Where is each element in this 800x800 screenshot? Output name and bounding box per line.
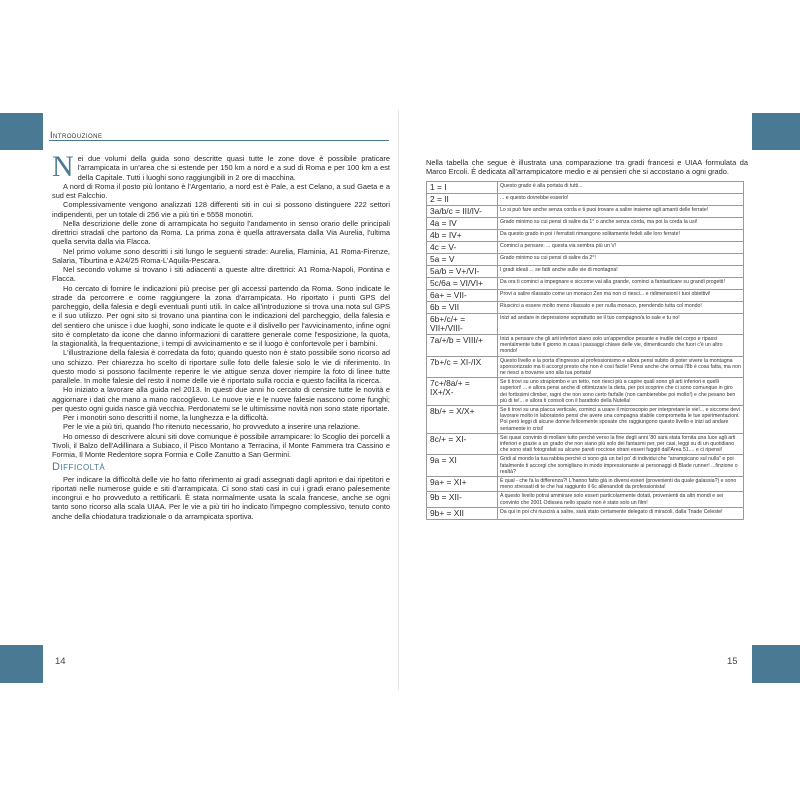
page-number-left: 14	[55, 656, 66, 667]
grade-cell: 6b+/c/+ = VII+/VIII-	[427, 314, 498, 335]
grade-cell: 4c = V-	[427, 242, 498, 254]
grade-cell: 3a/b/c = III/IV-	[427, 206, 498, 218]
paragraph: Per le vie a più tiri, quando l'ho ritenuto necessario, ho provveduto a inserire una relazione.	[63, 422, 361, 432]
table-row	[427, 455, 744, 477]
table-row	[427, 218, 744, 230]
accent-tab-top-right	[752, 113, 800, 150]
table-row	[427, 278, 744, 290]
page-number-right: 15	[727, 656, 738, 667]
grade-cell: 5c/6a = VI/VI+	[427, 278, 498, 290]
grade-cell: 5a = V	[427, 254, 498, 266]
paragraph: L'illustrazione della falesia è corredata da foto; quando questo non è stato possibile sono ricorso ad uno schizzo. Per chiarezza ho scelto di riportare sulle foto delle falesie solo le vie di riferimento. In questo modo si possono facilmente reperire le vie attigue senza dover riempire la foto di linee tutte parallele. In molte falesie del resto il nome delle vie è riportato sulla roccia e questo facilita la ricerca.	[52, 348, 390, 385]
table-row	[427, 182, 744, 194]
table-row	[427, 477, 744, 492]
description-cell: A questo livello potrai ammirare solo esseri particolarmente dotati, provenienti da altri mondi e sei convinto che 2001 Odissea nello spazio non è stato solo un film!	[498, 492, 744, 507]
table-row	[427, 206, 744, 218]
grade-cell: 7c+/8a/+ = IX+/X-	[427, 378, 498, 406]
paragraph: Per i monotiri sono descritti il nome, la lunghezza e la difficoltà.	[63, 413, 269, 422]
book-spine	[398, 110, 399, 690]
accent-tab-bottom-left	[0, 645, 43, 683]
description-cell: Grado minimo su cui pensi di salire da 1° o anche senza corda, ma poi la corda la usi!	[498, 218, 744, 230]
grade-cell: 6b = VII	[427, 302, 498, 314]
description-cell: Se ti trovi su uno strapiombo e un tetto, non riesci più a capire quali sono gli arti inferiori e quelli superiori! ... e allora pensi anche di ottimizzare la dieta, per poi scoprire che ci sono comunque in giro dei fortissimi climber, ragni che non sono certo farfalle (non cambierebbe poi molto!) e che pesano ben più di te!... e allora ti consoli con il barattolo della Nutella!	[498, 378, 744, 406]
grade-comparison-table	[426, 181, 744, 520]
table-row	[427, 433, 744, 455]
left-page-body	[52, 150, 390, 521]
grade-cell: 8b/+ = X/X+	[427, 406, 498, 434]
table-row	[427, 378, 744, 406]
grade-cell: 9b+ = XII	[427, 507, 498, 519]
paragraph: Ho omesso di descrivere alcuni siti dove comunque è possibile arrampicare: lo Scoglio dei porcelli a Tivoli, il Balzo dell'Adillinara a Subiaco, il Pisco Montano a Terracina, il Monte Fammera tra Cassino e Formia, Il Monte Redentore sopra Formia e Colle Zanutto a San Germini.	[52, 431, 390, 459]
description-cell: Da qui in poi chi riuscirà a salire, sarà stato certamente delegato di miracoli, dalla Triade Celeste!	[498, 507, 744, 519]
table-row	[427, 302, 744, 314]
description-cell: Da questo grado in poi i ferratisti rimangono solitamente fedeli alle loro ferrate!	[498, 230, 744, 242]
paragraph: Ho cercato di fornire le indicazioni più precise per gli accessi partendo da Roma. Sono indicate le strade da percorrere e come raggiungere la zona d'arrampicata. Ho riportato i punti GPS del parcheggio, della falesia e degli eventuali punti utili. In calce all'introduzione si trova una nota sul GPS e il suo utilizzo. Per ogni sito si trovano una piantina con le indicazioni del parcheggio, della falesia e del sentiero che unisce i due luoghi, sono indicate le quote e il dislivello per l'avvicinamento, infine ogni sito è completato da icone che danno informazioni di carattere generale come l'esposizione, la quota, la stagionalità, la frequentazione, i tempi di avvicinamento e se il luogo è confortevole per i bambini.	[52, 283, 390, 348]
table-row	[427, 335, 744, 357]
grade-cell: 7a/+/b = VIII/+	[427, 335, 498, 357]
description-cell: Questo grado è alla portata di tutti...	[498, 182, 744, 194]
grade-cell: 8c/+ = XI-	[427, 433, 498, 455]
description-cell: Lo si può fare anche senza corda e ti puoi trovare a salire insieme agli amanti delle ferrate!	[498, 206, 744, 218]
grade-cell: 6a+ = VII-	[427, 290, 498, 302]
accent-tab-top-left	[0, 113, 43, 150]
description-cell: ... e questo dovrebbe esserlo!	[498, 194, 744, 206]
table-row	[427, 194, 744, 206]
drop-cap: N	[52, 150, 74, 183]
table-intro-paragraph: Nella tabella che segue è illustrata una comparazione tra gradi francesi e UIAA formulata da Marco Ercoli. È dedicata all'arrampicatore medio e ai pensieri che si accostano a ogni grado.	[426, 158, 748, 177]
paragraph: Complessivamente vengono analizzati 128 differenti siti in cui si possono distinguere 222 settori indipendenti, per un totale di 256 vie a più tiri e 5558 monotiri.	[52, 200, 390, 219]
description-cell: Provi a salire rilassato come un monaco Zen ma non ci riesci... e ridimensioni i tuoi obiettivi!	[498, 290, 744, 302]
intro-paragraph	[52, 150, 390, 183]
page-header-title: Introduzione	[50, 130, 103, 140]
table-row	[427, 356, 744, 378]
grade-cell: 7b+/c = XI-/IX	[427, 356, 498, 378]
paragraph: A nord di Roma il posto più lontano è l'Argentario, a nord est è Pale, a est Celano, a sud Gaeta e a sud est Falcchio.	[52, 181, 390, 200]
table-row	[427, 254, 744, 266]
table-row	[427, 507, 744, 519]
table-row	[427, 242, 744, 254]
description-cell: Inizi ad andare in depressione soprattutto se il tuo compagno/a lo sale e tu no!	[498, 314, 744, 335]
description-cell: Grado minimo su cui pensi di salire da 2°!	[498, 254, 744, 266]
grade-cell: 4a = IV	[427, 218, 498, 230]
description-cell: Gridi al mondo la tua rabbia perché ci sono già un bel po' di individui che "arrampicano sul nulla" e poi fatalmente ti accorgi che somigliano in modo impressionante ai personaggi di Blade runner! ...finzione o realtà?	[498, 455, 744, 477]
description-cell: Inizi a pensare che gli arti inferiori siano solo un'appendice pesante e inutile del corpo e ripassi mentalmente tutte il giorno in casa i passaggi chiave delle vie, dimenticando che fuori c'è un altro mondo!	[498, 335, 744, 357]
table-row	[427, 492, 744, 507]
grade-cell: 5a/b = V+/VI-	[427, 266, 498, 278]
description-cell: Da ora ti cominci a impegnare e siccome vai alla grande, cominci a fantasticare su grandi progetti!	[498, 278, 744, 290]
grade-cell: 1 = I	[427, 182, 498, 194]
grade-cell: 9a+ = XI+	[427, 477, 498, 492]
description-cell: Sei quasi convinto di mollare tutto perché verso la fine degli anni '80 sarà stata fornita una luce agli arti inferiori e grazie a un grado che non siano più solo dei fantasmi per, per casi, leggi su di un quotidiano che sono stati fotografati su alcune pareti rocciose strani esseri fuggiti dall'Area 51.... e ci ripensi!	[498, 433, 744, 455]
table-row	[427, 230, 744, 242]
description-cell: È qual - che fa la differenza?! L'hanno fatto già in diversi esseri (provenienti da quale galassia?) e sono meno stressati di te che hai raggiunto il 6c allenandoti da professionista!	[498, 477, 744, 492]
paragraph: Nel primo volume sono descritti i siti lungo le seguenti strade: Aurelia, Flaminia, A1 Roma-Firenze, Salaria, Tiburtina e A24/25 Roma-L'Aquila-Pescara.	[52, 246, 390, 265]
paragraph: Nella descrizione delle zone di arrampicata ho seguito l'andamento in senso orario delle principali direttrici stradali che partono da Roma. La prima zona è quella attraversata dalla Via Aurelia, l'ultima quella servita dalla via Flacca.	[52, 218, 390, 247]
description-cell: Riuscirci a essere molto meno rilassato e per nulla monaco, prendendo tutta col mondo!	[498, 302, 744, 314]
table-row	[427, 314, 744, 335]
table-row	[427, 290, 744, 302]
grade-cell: 2 = II	[427, 194, 498, 206]
section-heading-difficolta: Difficoltà	[52, 461, 106, 474]
paragraph: Nel secondo volume si trovano i siti adiacenti a queste altre direttrici: A1 Roma-Napoli, Pontina e Flacca.	[52, 265, 390, 284]
table-row	[427, 406, 744, 434]
paragraph: Ho iniziato a lavorare alla guida nel 2013. In questi due anni ho cercato di censire tutte le novità e aggiornare i dati che mano a mano raccoglievo. Le nuove vie e le nuove falesie nascono come funghi; per questo ogni guida nasce già vecchia. Perdonatemi se le ultimissime novità non sono state riportate.	[52, 385, 390, 413]
description-cell: Questo livello e la porta d'ingresso al professionismo e allora pensi subito di poter vivere la montagna sponsorizzato ma ti accorgi presto che non è così facile! Pensi anche che ormai l'8b è cosa fatta, ma non ne riesci a trovarne uno alla tua portata!	[498, 356, 744, 378]
description-cell: Se ti trovi su una placca verticale, cominci a usare il microscopio per interpretare le vie!... e siccome devi lavorare molto in laboratorio pensi che avere una compagna stabile comprometta le tue sperimentazioni. Poi però leggi di alcune donne felicemente sposate che raggiungono questo livello e inizi ad andare seriamente in crisi!	[498, 406, 744, 434]
grade-cell: 9b = XII-	[427, 492, 498, 507]
header-rule	[49, 140, 389, 141]
accent-tab-bottom-right	[752, 645, 800, 683]
table-row	[427, 266, 744, 278]
grade-cell: 9a = XI	[427, 455, 498, 477]
difficulty-paragraph: Per indicare la difficoltà delle vie ho fatto riferimento ai gradi assegnati dagli apritori e dai ripetitori e riportati nelle numerose guide e siti d'arrampicata. Ci sono stati casi in cui i gradi erano palesemente incongrui e ho provveduto a rettificarli. È stata normalmente usata la scala francese, anche se ogni tanto sono ricorso alla scala UIAA. Per le vie a più tiri ho indicato l'impegno complessivo, tenuto conto anche della chiodatura tradizionale o da arrampicata sportiva.	[52, 474, 390, 521]
description-cell: Cominci a pensare: ... questa via sembra più un V!	[498, 242, 744, 254]
grade-cell: 4b = IV+	[427, 230, 498, 242]
description-cell: I gradi ideali ... se fatti anche sulle vie di montagna!	[498, 266, 744, 278]
paragraph-text: ei due volumi della guida sono descritte quasi tutte le zone dove è possibile praticare l'arrampicata in un'area che si estende per 150 km a nord e a sud di Roma e per 100 km a est della Capitale. Tutti i luoghi sono raggiungibili in 2 ore di macchina.	[77, 154, 390, 182]
